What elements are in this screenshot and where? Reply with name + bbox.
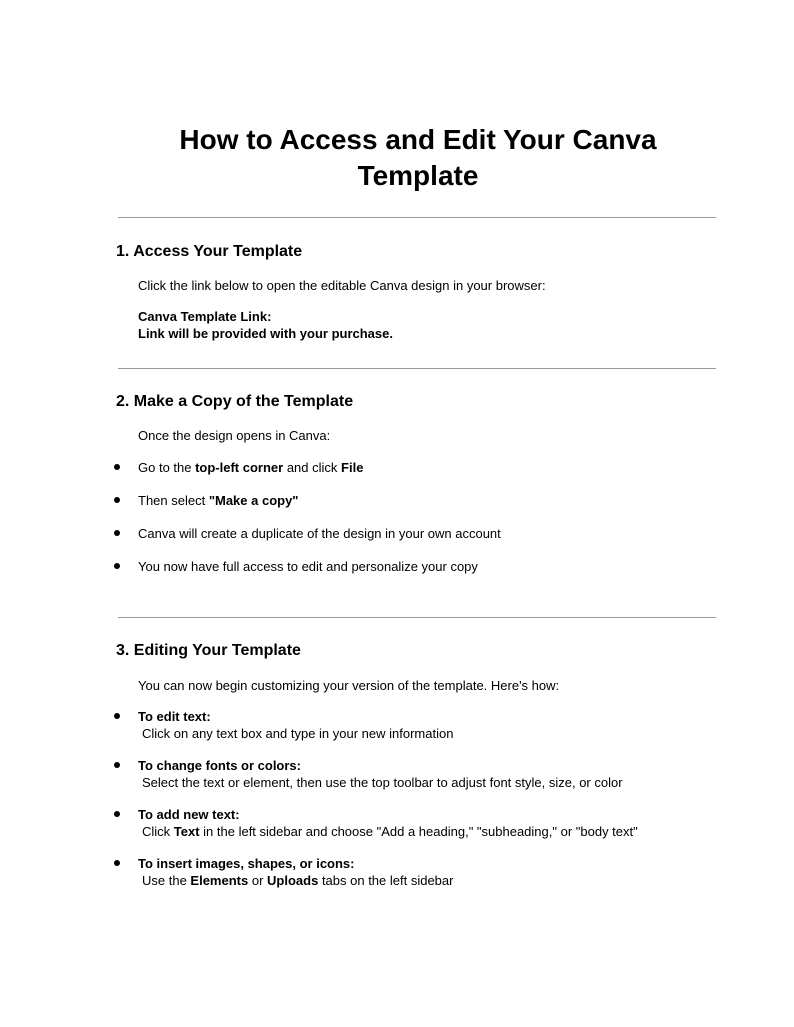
- section-intro: You can now begin customizing your version of the template. Here's how:: [138, 678, 560, 693]
- step-text: Go to the: [138, 460, 196, 475]
- item-description: Use the Elements or Uploads tabs on the left sidebar: [142, 873, 454, 888]
- item-title: To insert images, shapes, or icons:: [138, 856, 355, 871]
- divider: [118, 217, 716, 218]
- list-item: [138, 459, 363, 476]
- item-description: Click Text in the left sidebar and choose "Add a heading," "subheading," or "body text": [142, 824, 638, 839]
- bullet-icon: [114, 713, 120, 719]
- bullet-icon: [114, 563, 120, 569]
- step-text: and click: [283, 460, 342, 475]
- bullet-icon: [114, 860, 120, 866]
- bullet-icon: [114, 811, 120, 817]
- link-value: Link will be provided with your purchase.: [138, 326, 393, 341]
- section-heading-editing: 3. Editing Your Template: [116, 642, 301, 659]
- item-title: To change fonts or colors:: [138, 758, 301, 773]
- divider: [118, 368, 716, 369]
- list-item: [138, 855, 453, 889]
- step-emphasis: File: [341, 460, 364, 475]
- list-item: [138, 708, 453, 742]
- section-intro: Click the link below to open the editable Canva design in your browser:: [138, 278, 546, 293]
- bullet-icon: [114, 497, 120, 503]
- section-heading-copy: 2. Make a Copy of the Template: [116, 393, 354, 410]
- bullet-icon: [114, 530, 120, 536]
- item-description: Select the text or element, then use the top toolbar to adjust font style, size, or color: [142, 775, 623, 790]
- page-title: How to Access and Edit Your Canva Template: [179, 124, 657, 191]
- list-item: Canva will create a duplicate of the design in your own account: [138, 526, 501, 541]
- list-item: [138, 806, 638, 840]
- list-item: [138, 757, 623, 791]
- divider: [118, 617, 716, 618]
- step-emphasis: "Make a copy": [208, 493, 299, 508]
- item-description: Click on any text box and type in your new information: [142, 726, 454, 741]
- item-title: To add new text:: [138, 807, 240, 822]
- bullet-icon: [114, 762, 120, 768]
- section-heading-access: 1. Access Your Template: [116, 243, 303, 260]
- step-text: Then select: [138, 493, 209, 508]
- step-emphasis: top-left corner: [195, 460, 284, 475]
- bullet-icon: [114, 464, 120, 470]
- item-title: To edit text:: [138, 709, 211, 724]
- link-label: Canva Template Link:: [138, 309, 272, 324]
- list-item: You now have full access to edit and personalize your copy: [138, 559, 478, 574]
- section-intro: Once the design opens in Canva:: [138, 428, 331, 443]
- list-item: [138, 492, 298, 509]
